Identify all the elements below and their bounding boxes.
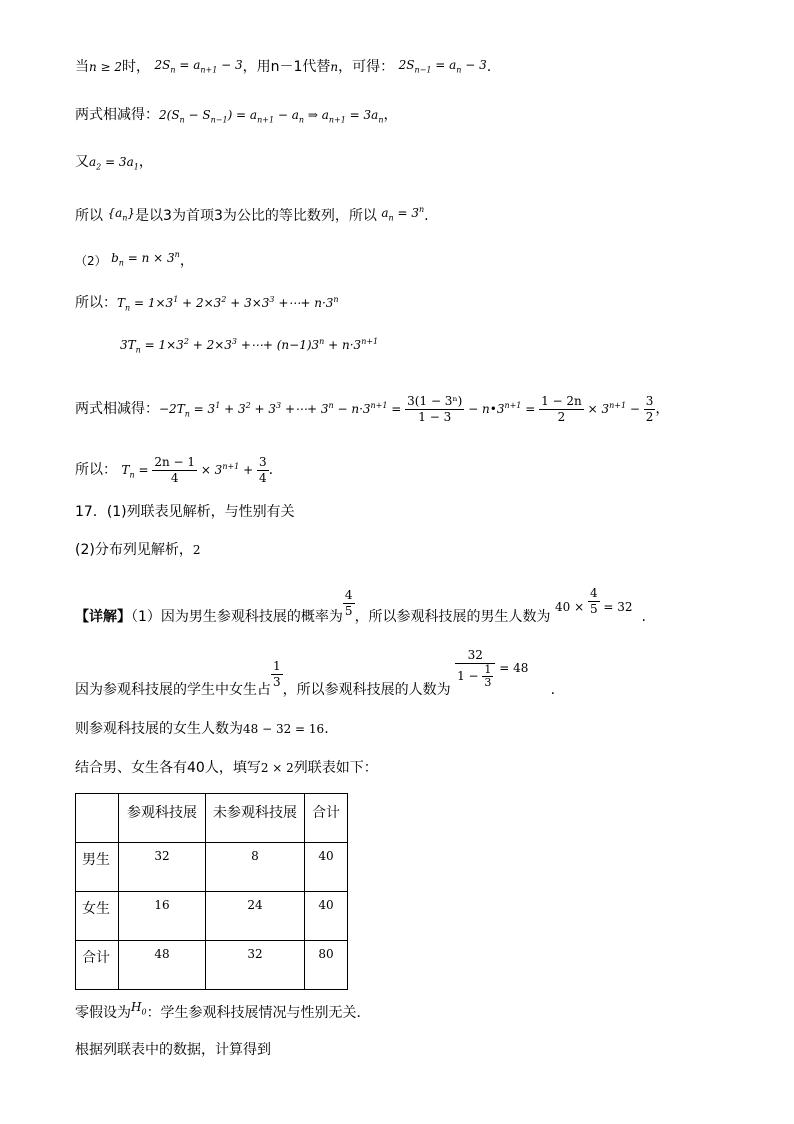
text-line-2 bbox=[75, 105, 397, 130]
math: $3T_n = 1\times 3^2 + 2\times 3^3$ +⋯+ $(n-1)3^n + n\cdot 3^{n+1}$ bbox=[120, 337, 379, 355]
table-cell: 8 bbox=[206, 843, 305, 892]
table-header-cell: 合计 bbox=[305, 794, 348, 843]
text-line-17 bbox=[75, 1040, 271, 1060]
fraction: $\frac{1}{3}$ bbox=[273, 659, 281, 689]
text: 列联表如下： bbox=[293, 760, 378, 776]
text: （1）因为男生参观科技展的概率为 bbox=[131, 609, 343, 625]
math: = 48 bbox=[495, 661, 529, 675]
table-row bbox=[76, 941, 348, 990]
fraction: $\frac{4}{5}$ bbox=[589, 586, 598, 616]
text-line-5 bbox=[75, 245, 194, 273]
text-line-9 bbox=[75, 442, 273, 500]
math: 48 − 32 = 16 bbox=[243, 722, 325, 736]
math: n ≥ 2 bbox=[89, 60, 123, 74]
text: ，所以参观科技展的男生人数为 bbox=[354, 609, 551, 625]
table-header-row bbox=[76, 794, 348, 843]
nested-fraction: $\frac{1}{3}$ bbox=[484, 663, 492, 689]
text: 结合男、女生各有40人，填写 bbox=[75, 760, 261, 776]
text-line-4 bbox=[75, 200, 429, 228]
math: $T_n$ = bbox=[121, 463, 153, 480]
text: 两式相减得： bbox=[75, 401, 159, 417]
text-line-8 bbox=[75, 376, 669, 444]
text: . bbox=[324, 721, 329, 737]
math: $a_2 = 3a_1$ bbox=[89, 155, 139, 172]
math: 2 bbox=[192, 543, 201, 557]
math: $-2T_n = 3^1 + 3^2 + 3^3$ +⋯+ $3^n - n\cdot 3^{n+1}$ = bbox=[159, 401, 406, 419]
text: ， bbox=[179, 253, 194, 269]
row-label: 合计 bbox=[76, 941, 119, 990]
math: $a_n = 3^n$ bbox=[381, 205, 425, 223]
text: 是以3为首项3为公比的等比数列，所以 bbox=[135, 208, 377, 224]
fraction: $\frac{\text{3(1 − 3ⁿ)}}{1 - 3}$ bbox=[407, 393, 463, 424]
math: $2S_{n-1} = a_n - 3$ bbox=[398, 58, 487, 75]
text: 则参观科技展的女生人数为 bbox=[75, 721, 243, 737]
table-cell: 48 bbox=[119, 941, 206, 990]
math: $H_0$ bbox=[131, 1000, 147, 1017]
text: ， bbox=[138, 154, 153, 170]
text: . bbox=[550, 682, 556, 698]
fraction: $\frac{4}{5}$ bbox=[344, 588, 353, 618]
text: 17．(1)列联表见解析，与性别有关 bbox=[75, 504, 295, 520]
text: 当 bbox=[75, 59, 89, 75]
text-line-15 bbox=[75, 758, 378, 778]
text: . bbox=[424, 208, 429, 224]
fraction: $\frac{3}{2}$ bbox=[645, 393, 654, 424]
text: . bbox=[486, 59, 492, 75]
text: ， bbox=[655, 401, 670, 417]
table-cell: 24 bbox=[206, 892, 305, 941]
text-line-6 bbox=[75, 290, 339, 318]
text-line-12 bbox=[75, 582, 646, 642]
math: $\{a_n\}$ bbox=[107, 206, 136, 223]
text: 所以： bbox=[75, 295, 117, 311]
text-line-14 bbox=[75, 719, 329, 739]
text: 根据列联表中的数据，计算得到 bbox=[75, 1042, 271, 1058]
text: ， bbox=[383, 107, 398, 123]
contingency-table bbox=[75, 793, 348, 990]
math: $2S_n = a_{n+1} - 3$ bbox=[154, 58, 243, 75]
text: ，可得： bbox=[338, 59, 395, 75]
text: . bbox=[641, 609, 646, 625]
math: × $3^{n+1}$ + bbox=[197, 462, 257, 477]
fraction: $\frac{1 - 2n}{2}$ bbox=[541, 393, 582, 424]
table-cell: 80 bbox=[305, 941, 348, 990]
fraction: $\frac{2n - 1}{4}$ bbox=[154, 454, 195, 485]
detail-label: 【详解】 bbox=[75, 609, 131, 625]
fraction: 32 1 − $\frac{1}{3}$ bbox=[455, 648, 495, 689]
text: 所以 bbox=[75, 208, 103, 224]
text: （2） bbox=[75, 254, 107, 268]
math: 2 × 2 bbox=[260, 761, 294, 775]
math: 40 × bbox=[555, 600, 588, 614]
math: $b_n = n \times 3^n$ bbox=[111, 250, 180, 268]
math: $2(S_n - S_{n-1}) = a_{n+1} - a_n$ ⇒ $a_{n+1} = 3a_n$ bbox=[159, 108, 384, 125]
text: ，用n－1代替 bbox=[242, 59, 331, 75]
text: 所以： bbox=[75, 462, 117, 478]
math: n bbox=[330, 60, 339, 74]
table-cell: 32 bbox=[119, 843, 206, 892]
text-line-1 bbox=[75, 55, 491, 80]
text: (2)分布列见解析， bbox=[75, 542, 193, 558]
text-line-3 bbox=[75, 152, 153, 177]
text: 时， bbox=[122, 59, 151, 75]
math: × $3^{n+1}$ − bbox=[583, 401, 644, 416]
text: 又 bbox=[75, 154, 89, 170]
text: 零假设为 bbox=[75, 1005, 131, 1021]
table-cell: 40 bbox=[305, 892, 348, 941]
table-header-cell bbox=[76, 794, 119, 843]
answer-17-part-1 bbox=[75, 502, 295, 522]
math: = 32 bbox=[599, 600, 633, 614]
row-label: 男生 bbox=[76, 843, 119, 892]
text: 因为参观科技展的学生中女生占 bbox=[75, 682, 271, 698]
math: $T_n = 1\times 3^1 + 2\times 3^2 + 3\times 3^3$ +⋯+ $n\cdot 3^n$ bbox=[117, 295, 339, 313]
table-cell: 32 bbox=[206, 941, 305, 990]
table-header-cell: 参观科技展 bbox=[119, 794, 206, 843]
table-cell: 40 bbox=[305, 843, 348, 892]
text: 两式相减得： bbox=[75, 107, 159, 123]
null-hypothesis-line bbox=[75, 997, 371, 1023]
table-row bbox=[76, 892, 348, 941]
table-cell: 16 bbox=[119, 892, 206, 941]
text: ，所以参观科技展的人数为 bbox=[282, 682, 451, 698]
text-line-7 bbox=[120, 332, 378, 360]
text: ：学生参观科技展情况与性别无关． bbox=[146, 1005, 371, 1021]
table-row bbox=[76, 843, 348, 892]
fraction: $\frac{3}{4}$ bbox=[258, 454, 267, 485]
text: . bbox=[268, 462, 274, 478]
text-line-13 bbox=[75, 640, 555, 718]
table-header-cell: 未参观科技展 bbox=[206, 794, 305, 843]
math: − $n•3^{n+1}$ = bbox=[464, 401, 540, 416]
answer-17-part-2 bbox=[75, 540, 200, 560]
row-label: 女生 bbox=[76, 892, 119, 941]
